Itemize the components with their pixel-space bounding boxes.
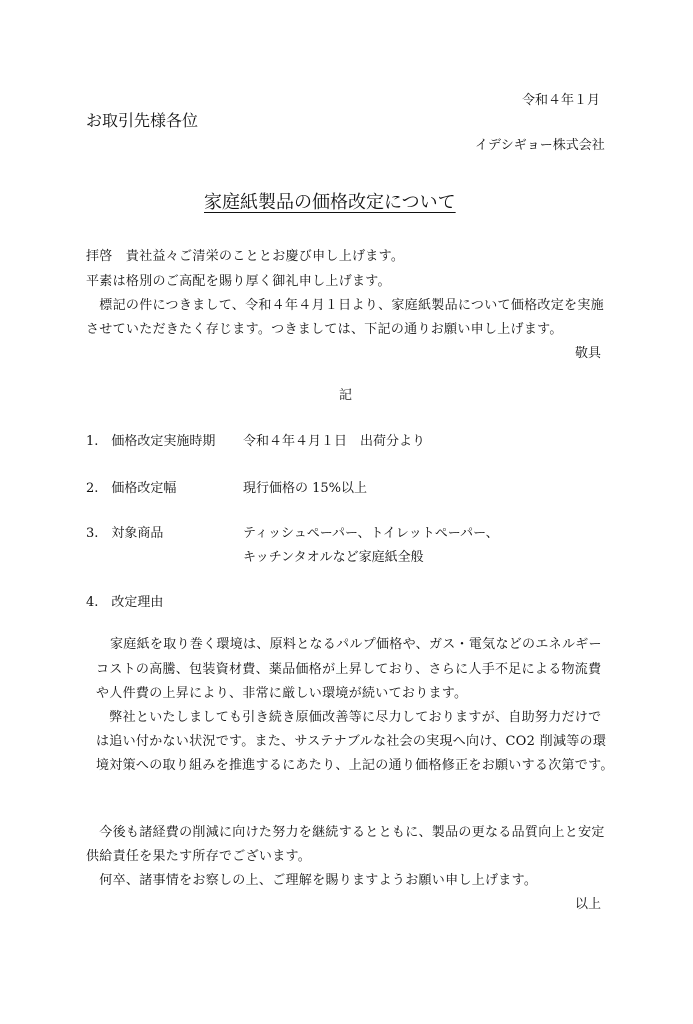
item-3-value-2: キッチンタオルなど家庭紙全般 bbox=[243, 550, 424, 565]
item-1-label: 1. 価格改定実施時期 bbox=[86, 434, 216, 449]
sender-company: イデシギョー株式会社 bbox=[475, 138, 605, 153]
item-2-label: 2. 価格改定幅 bbox=[86, 481, 177, 496]
item-3-value: ティッシュペーパー、トイレットペーパー、 bbox=[243, 526, 499, 541]
reason-line-5: は追い付かない状況です。また、サステナブルな社会の実現へ向け、CO2 削減等の環 bbox=[96, 734, 607, 749]
item-1-value: 令和４年４月１日 出荷分より bbox=[243, 434, 426, 449]
reason-line-2: コストの高騰、包装資材費、薬品価格が上昇しており、さらに人手不足による物流費 bbox=[96, 662, 602, 677]
letter-date: 令和４年１月 bbox=[522, 93, 601, 108]
greeting-line-1: 拝啓 貴社益々ご清栄のこととお慶び申し上げます。 bbox=[86, 249, 405, 264]
item-3-label: 3. 対象商品 bbox=[86, 526, 164, 541]
reason-line-1: 家庭紙を取り巻く環境は、原料となるパルプ価格や、ガス・電気などのエネルギー bbox=[110, 637, 602, 652]
recipient: お取引先様各位 bbox=[86, 111, 199, 130]
closing-line-1: 今後も諸経費の削減に向けた努力を継続するとともに、製品の更なる品質向上と安定 bbox=[86, 825, 605, 840]
greeting-line-2: 平素は格別のご高配を賜り厚く御礼申し上げます。 bbox=[86, 274, 391, 289]
closing-line-2: 供給責任を果たす所存でございます。 bbox=[86, 849, 312, 864]
reason-line-6: 境対策への取り組みを推進するにあたり、上記の通り価格修正をお願いする次第です。 bbox=[96, 758, 614, 773]
ki-heading: 記 bbox=[339, 388, 353, 403]
item-4-label: 4. 改定理由 bbox=[86, 595, 164, 610]
closing-keigu: 敬具 bbox=[575, 346, 602, 361]
document-title: 家庭紙製品の価格改定について bbox=[204, 192, 456, 213]
item-2-value: 現行価格の 15%以上 bbox=[243, 481, 368, 496]
closing-line-3: 何卒、諸事情をお察しの上、ご理解を賜りますようお願い申し上げます。 bbox=[86, 873, 538, 888]
reason-line-4: 弊社といたしましても引き続き原価改善等に尽力しておりますが、自助努力だけで bbox=[96, 710, 602, 725]
greeting-line-4: させていただきたく存じます。つきましては、下記の通りお願い申し上げます。 bbox=[86, 322, 563, 337]
reason-line-3: や人件費の上昇により、非常に厳しい環境が続いております。 bbox=[96, 686, 468, 701]
closing-ijo: 以上 bbox=[575, 897, 602, 912]
greeting-line-3: 標記の件につきまして、令和４年４月１日より、家庭紙製品について価格改定を実施 bbox=[86, 298, 604, 313]
